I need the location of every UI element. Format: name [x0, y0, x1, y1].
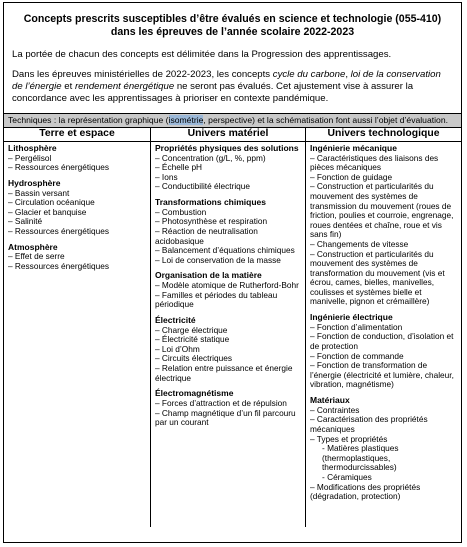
- concept-item: – Champ magnétique d’un fil parcouru par un courant: [155, 409, 301, 428]
- document-page: [3, 2, 462, 543]
- concept-item: – Bassin versant: [8, 189, 146, 199]
- document-title: [4, 3, 461, 39]
- techniques-text-1: Techniques : la représentation graphique (: [8, 114, 169, 125]
- concept-item: – Pergélisol: [8, 154, 146, 164]
- concept-loi-conservation: loi de la conservation de l’énergie: [12, 69, 441, 93]
- concept-item: – Ressources énergétiques: [8, 227, 146, 237]
- concept-item: – Effet de serre: [8, 252, 146, 262]
- column-body: [151, 142, 305, 527]
- techniques-note: [4, 113, 461, 128]
- concept-item: – Électricité statique: [155, 335, 301, 345]
- concept-item: – Réaction de neutralisation acidobasique: [155, 227, 301, 246]
- concept-item: – Conductibilité électrique: [155, 182, 301, 192]
- section-title: Électricité: [155, 314, 196, 325]
- concept-section: [8, 179, 146, 237]
- concept-section: [310, 396, 457, 502]
- concept-section: [310, 313, 457, 390]
- section-title: Ingénierie mécanique: [310, 142, 397, 153]
- concept-item: – Circulation océanique: [8, 198, 146, 208]
- concept-item: – Combustion: [155, 208, 301, 218]
- concept-item: – Ressources énergétiques: [8, 262, 146, 272]
- concept-section: [155, 389, 301, 428]
- concept-item: – Fonction de transformation de l’énergie (électricité et lumière, chaleur, vibration, magnétisme): [310, 361, 457, 390]
- para2-text-2: ne seront pas évalués. Cet ajustement vise à assurer la concordance avec les apprentissages à prioriser en contexte pandémique.: [12, 81, 414, 104]
- concept-item: – Modèle atomique de Rutherford-Bohr: [155, 281, 301, 291]
- concepts-table: [4, 128, 461, 527]
- concept-item: – Construction et particularités du mouvement des systèmes de transmission du mouvement (roues de friction, poulies et courroie, engrenage, roues dentées et chaîne, roue et vis sans fin): [310, 182, 457, 240]
- column-header: Terre et espace: [4, 128, 150, 142]
- para2-text-1: Dans les épreuves ministérielles de 2022-2023, les concepts: [12, 69, 273, 81]
- column-body: [306, 142, 461, 527]
- section-title: Hydrosphère: [8, 177, 61, 188]
- concept-item: – Ressources énergétiques: [8, 163, 146, 173]
- title-line-2: dans les épreuves de l’année scolaire 2022-2023: [110, 25, 355, 38]
- concept-section: [155, 271, 301, 310]
- concept-rendement: rendement énergétique: [74, 81, 175, 93]
- concept-item: – Familles et périodes du tableau périodique: [155, 291, 301, 310]
- column-univers-materiel: [151, 128, 306, 527]
- column-body: [4, 142, 150, 527]
- concept-item: – Salinité: [8, 217, 146, 227]
- concept-item: – Fonction d’alimentation: [310, 323, 457, 333]
- section-title: Matériaux: [310, 395, 350, 406]
- column-header: Univers technologique: [306, 128, 461, 142]
- concept-item: – Charge électrique: [155, 326, 301, 336]
- title-line-1: Concepts prescrits susceptibles d’être évalués en science et technologie (055-410): [23, 13, 442, 25]
- concept-item: – Construction et particularités du mouvement des systèmes de transformation du mouvement (vis et écrou, cames, bielles, manivelles, coulisses et systèmes bielle et manivelle, pignon et crémaillère): [310, 250, 457, 308]
- concept-item: – Fonction de guidage: [310, 173, 457, 183]
- para2-sep-1: ,: [345, 69, 351, 81]
- techniques-text-2: , perspective) et la schématisation font aussi l’objet d’évaluation.: [203, 114, 448, 125]
- concept-item: – Fonction de commande: [310, 352, 457, 362]
- concept-item: – Loi de conservation de la masse: [155, 256, 301, 266]
- concept-item: – Photosynthèse et respiration: [155, 217, 301, 227]
- concept-item: – Types et propriétés: [310, 435, 457, 445]
- concept-section: [155, 316, 301, 383]
- concept-subitem: - Céramiques: [310, 473, 457, 483]
- concept-item: – Balancement d’équations chimiques: [155, 246, 301, 256]
- concept-subitem: - Matières plastiques (thermoplastiques, thermodurcissables): [310, 444, 457, 473]
- concept-item: – Caractérisation des propriétés mécaniques: [310, 415, 457, 434]
- concept-item: – Modifications des propriétés (dégradation, protection): [310, 483, 457, 502]
- concept-item: – Échelle pH: [155, 163, 301, 173]
- techniques-highlight: isométrie: [168, 114, 204, 125]
- concept-item: – Changements de vitesse: [310, 240, 457, 250]
- concept-section: [8, 243, 146, 272]
- concept-item: – Circuits électriques: [155, 354, 301, 364]
- concept-item: – Relation entre puissance et énergie électrique: [155, 364, 301, 383]
- intro-paragraph: La portée de chacun des concepts est délimitée dans la Progression des apprentissages.: [12, 48, 392, 60]
- concept-item: – Forces d’attraction et de répulsion: [155, 399, 301, 409]
- column-terre-espace: [4, 128, 151, 527]
- section-title: Organisation de la matière: [155, 270, 262, 281]
- section-title: Atmosphère: [8, 241, 58, 252]
- section-title: Ingénierie électrique: [310, 312, 393, 323]
- concept-item: – Concentration (g/L, %, ppm): [155, 154, 301, 164]
- section-title: Propriétés physiques des solutions: [155, 142, 299, 153]
- concept-cycle-carbone: cycle du carbone: [272, 69, 346, 81]
- concept-item: – Ions: [155, 173, 301, 183]
- concept-item: – Fonction de conduction, d’isolation et de protection: [310, 332, 457, 351]
- para2-sep-2: et: [61, 81, 75, 93]
- concept-item: – Caractéristiques des liaisons des pièces mécaniques: [310, 154, 457, 173]
- concept-item: – Loi d’Ohm: [155, 345, 301, 355]
- concept-section: [310, 144, 457, 307]
- adjustment-paragraph: [4, 69, 461, 104]
- concept-section: [155, 144, 301, 192]
- concept-item: – Contraintes: [310, 406, 457, 416]
- section-title: Lithosphère: [8, 142, 57, 153]
- section-title: Électromagnétisme: [155, 388, 234, 399]
- column-univers-technologique: [306, 128, 461, 527]
- concept-section: [8, 144, 146, 173]
- column-header: Univers matériel: [151, 128, 305, 142]
- section-title: Transformations chimiques: [155, 196, 266, 207]
- concept-item: – Glacier et banquise: [8, 208, 146, 218]
- concept-section: [155, 198, 301, 265]
